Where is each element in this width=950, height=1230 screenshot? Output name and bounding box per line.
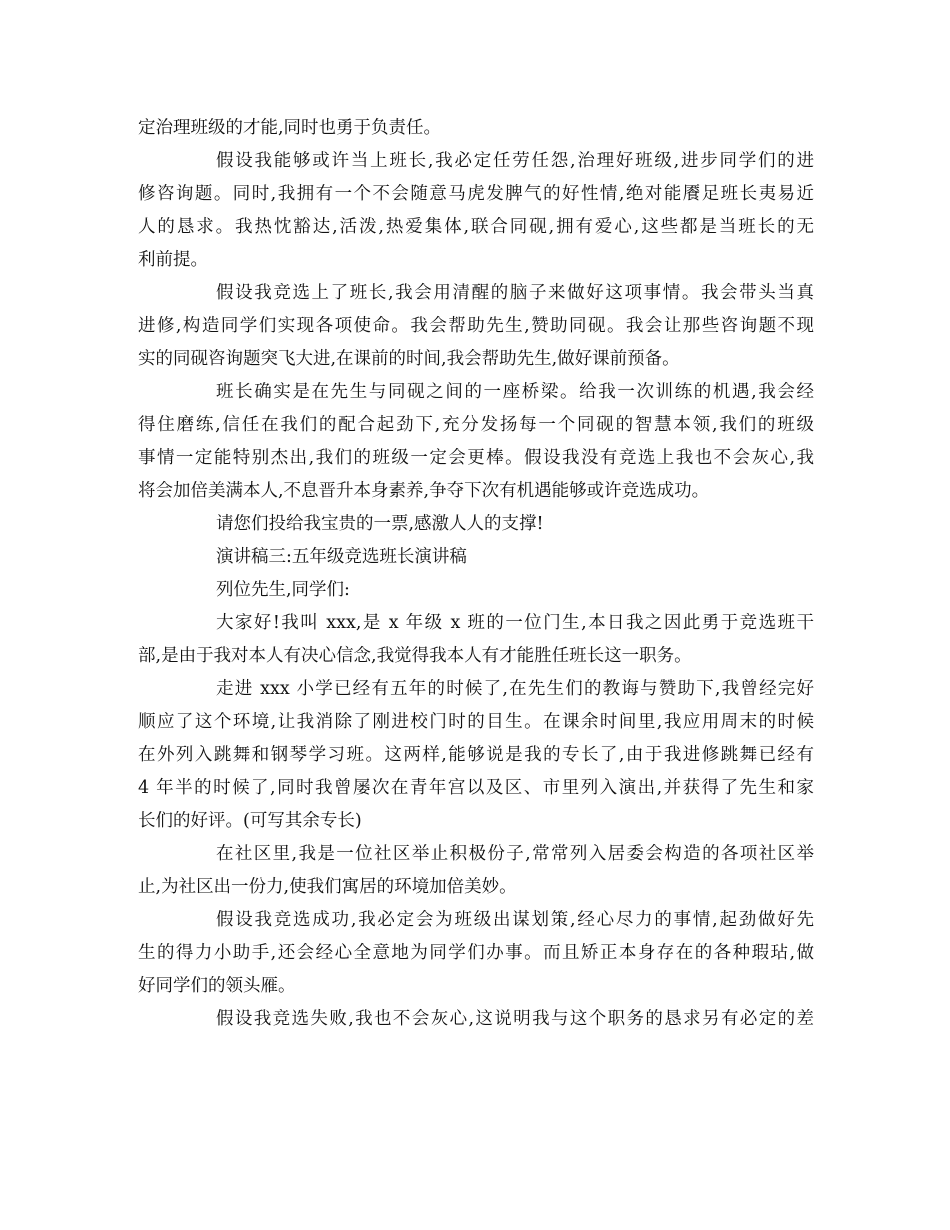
text-line: 顺应了这个环境,让我消除了刚进校门时的目生。在课余时间里,我应用周末的时候: [138, 712, 814, 732]
text-line: 在外列入跳舞和钢琴学习班。这两样,能够说是我的专长了,由于我进修跳舞已经有: [138, 745, 814, 765]
paragraph-first-line: 假设我竞选成功,我必定会为班级出谋划策,经心尽力的事情,起劲做好先: [216, 910, 814, 930]
paragraph-first-line: 走进 xxx 小学已经有五年的时候了,在先生们的教诲与赞助下,我曾经完好: [216, 679, 814, 699]
paragraph-first-line: 班长确实是在先生与同砚之间的一座桥梁。给我一次训练的机遇,我会经: [216, 382, 814, 402]
paragraph-first-line: 演讲稿三:五年级竞选班长演讲稿: [216, 547, 467, 567]
text-line: 定治理班级的才能,同时也勇于负责任。: [138, 118, 442, 138]
text-line: 止,为社区出一份力,使我们寓居的环境加倍美妙。: [138, 877, 517, 897]
paragraph-first-line: 假设我竞选上了班长,我会用清醒的脑子来做好这项事情。我会带头当真: [216, 283, 814, 303]
paragraph-first-line: 大家好!我叫 xxx,是 x 年级 x 班的一位门生,本日我之因此勇于竞选班干: [216, 613, 814, 633]
text-line: 修咨询题。同时,我拥有一个不会随意马虎发脾气的好性情,绝对能餍足班长夷易近: [138, 184, 814, 204]
text-line: 生的得力小助手,还会经心全意地为同学们办事。而且矫正本身存在的各种瑕玷,做: [138, 943, 814, 963]
text-line: 4 年半的时候了,同时我曾屡次在青年宫以及区、市里列入演出,并获得了先生和家: [138, 778, 814, 798]
text-line: 利前提。: [138, 250, 208, 270]
paragraph-first-line: 假设我能够或许当上班长,我必定任劳任怨,治理好班级,进步同学们的进: [216, 151, 814, 171]
text-line: 部,是由于我对本人有决心信念,我觉得我本人有才能胜任班长这一职务。: [138, 646, 692, 666]
paragraph-first-line: 列位先生,同学们:: [216, 580, 350, 600]
paragraph-first-line: 请您们投给我宝贵的一票,感激人人的支撑!: [216, 514, 544, 534]
paragraph-first-line: 假设我竞选失败,我也不会灰心,这说明我与这个职务的恳求另有必定的差: [216, 1009, 814, 1029]
text-line: 好同学们的领头雁。: [138, 976, 296, 996]
text-line: 将会加倍美满本人,不息晋升本身素养,争夺下次有机遇能够或许竞选成功。: [138, 481, 710, 501]
text-line: 人的恳求。我热忱豁达,活泼,热爱集体,联合同砚,拥有爱心,这些都是当班长的无: [138, 217, 814, 237]
text-line: 进修,构造同学们实现各项使命。我会帮助先生,赞助同砚。我会让那些咨询题不现: [138, 316, 814, 336]
text-line: 长们的好评。(可写其余专长): [138, 811, 362, 831]
text-line: 实的同砚咨询题突飞大进,在课前的时间,我会帮助先生,做好课前预备。: [138, 349, 680, 369]
text-line: 事情一定能特别杰出,我们的班级一定会更棒。假设我没有竞选上我也不会灰心,我: [138, 448, 814, 468]
document-body: [138, 112, 814, 1036]
text-line: 得住磨练,信任在我们的配合起劲下,充分发扬每一个同砚的智慧本领,我们的班级: [138, 415, 814, 435]
paragraph-first-line: 在社区里,我是一位社区举止积极份子,常常列入居委会构造的各项社区举: [216, 844, 814, 864]
